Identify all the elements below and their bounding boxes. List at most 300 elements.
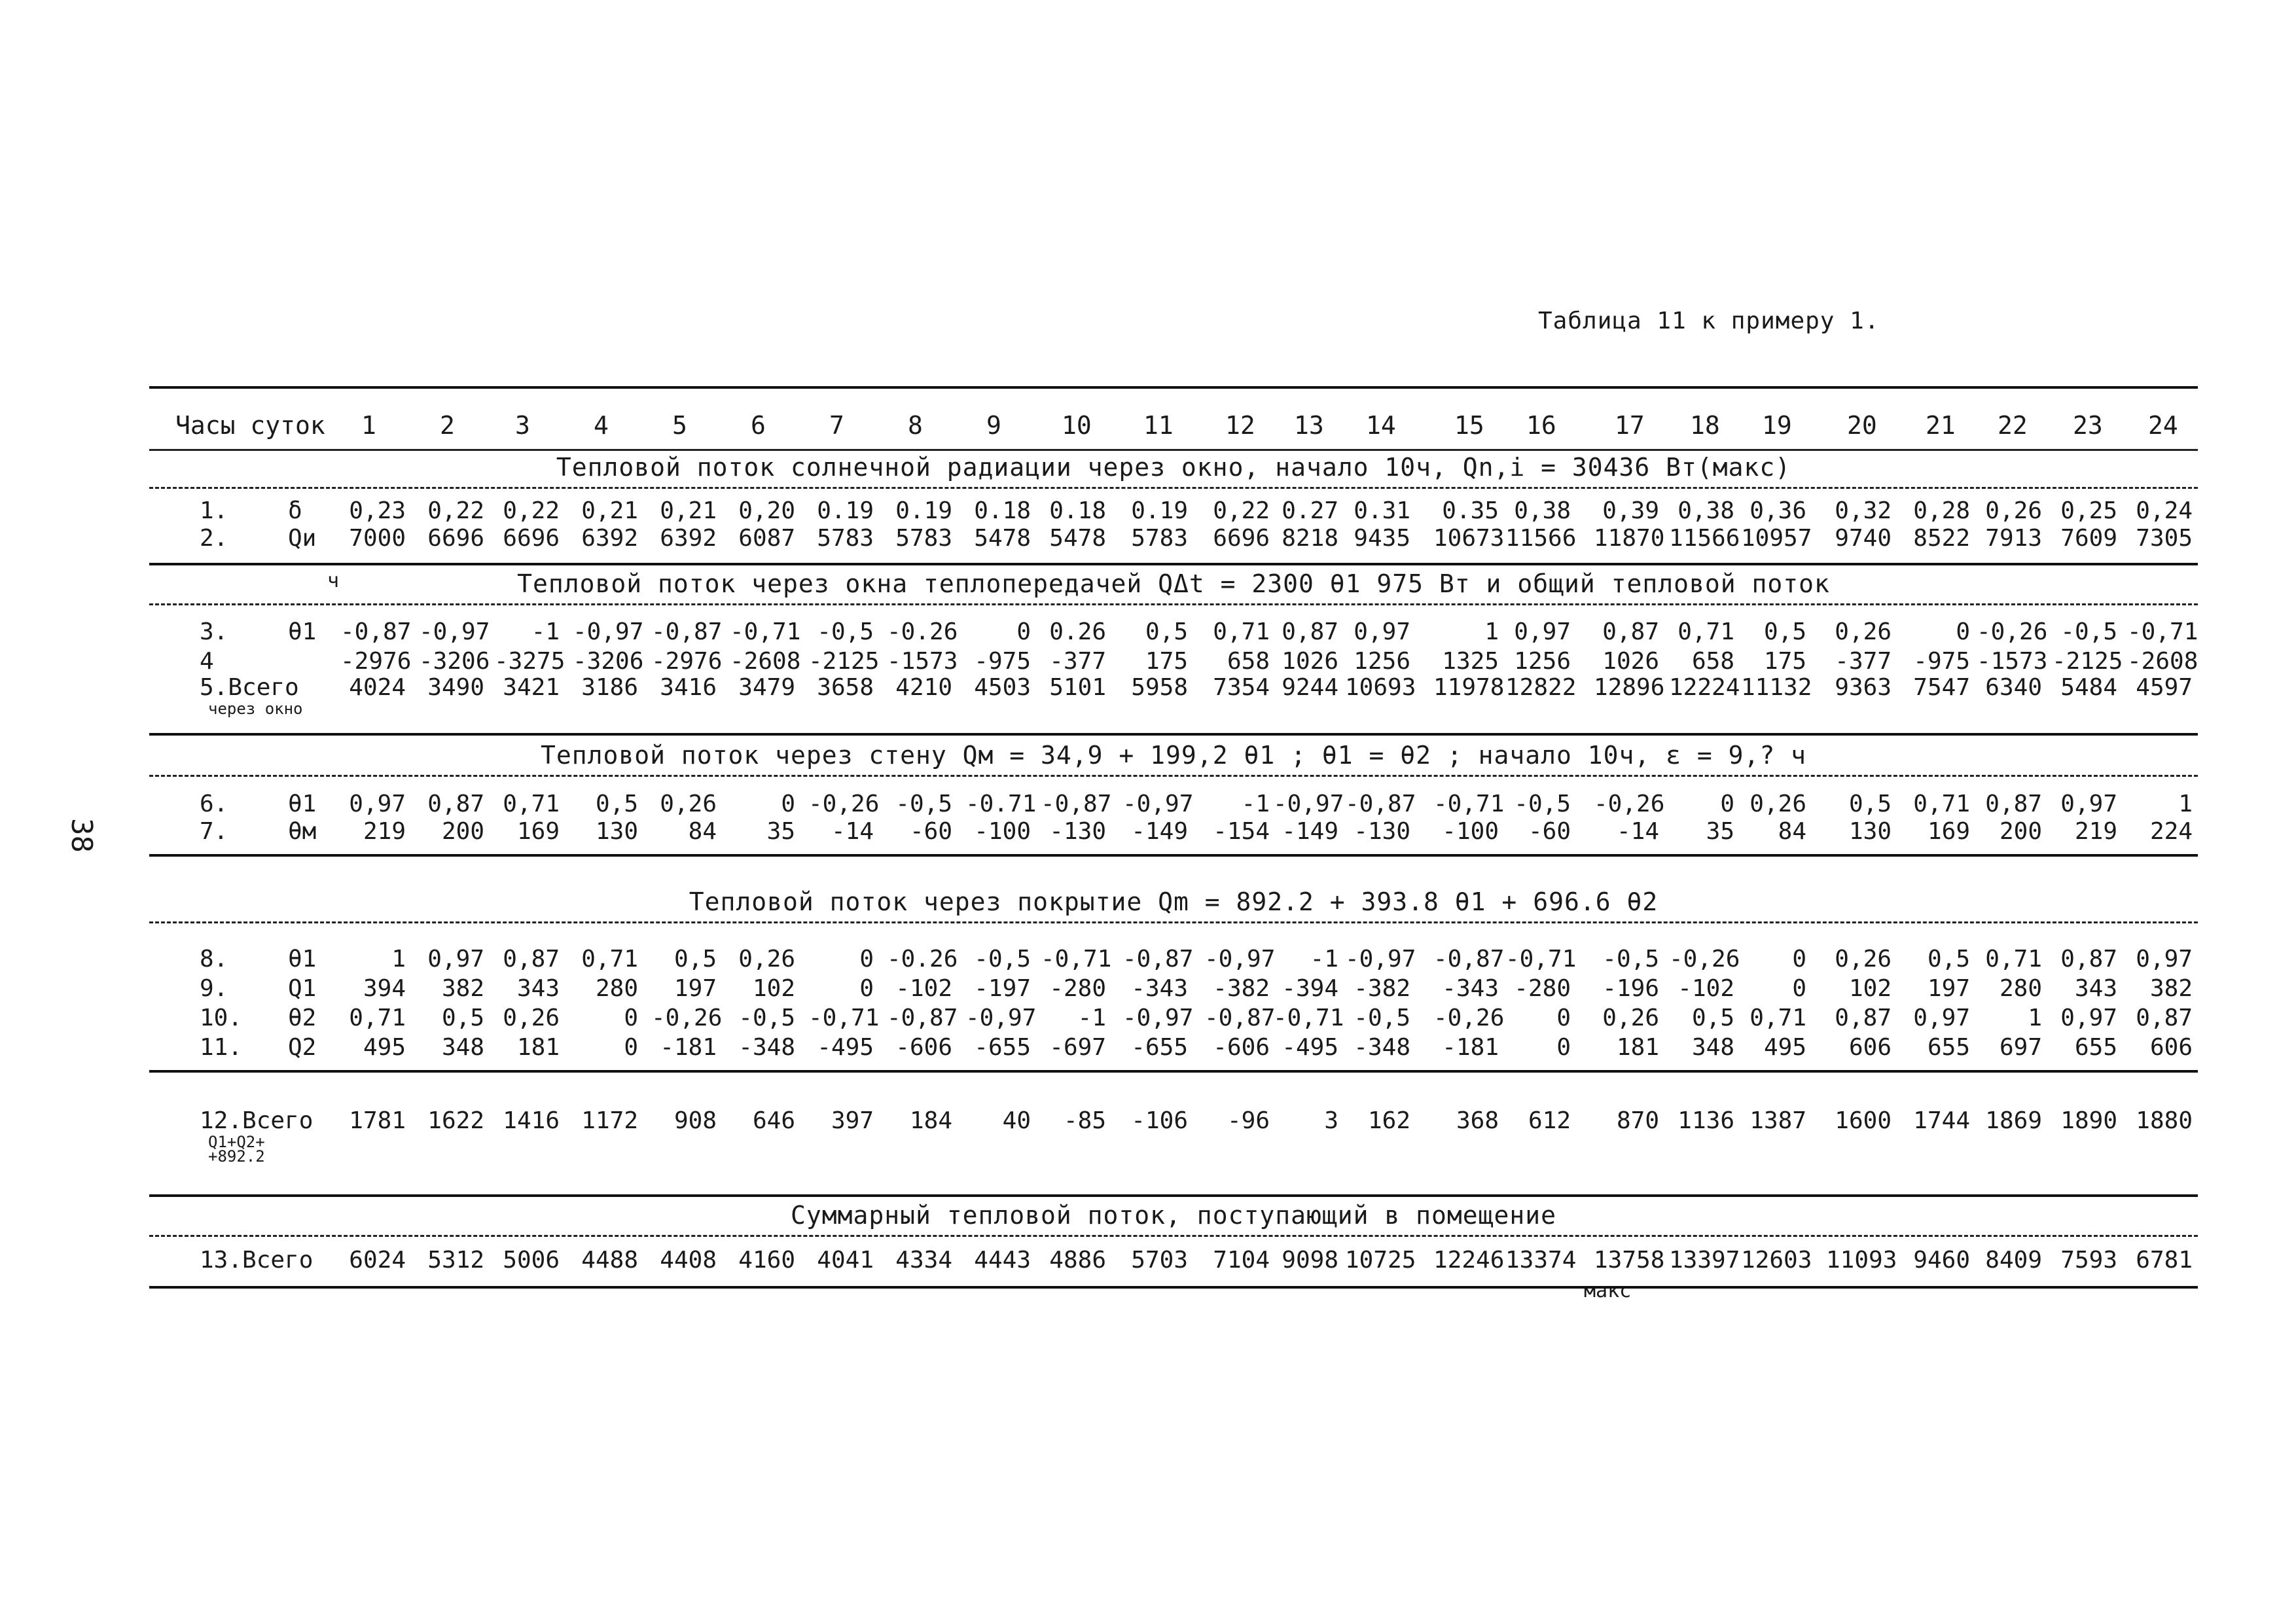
table-cell: 13397: [1669, 1247, 1740, 1274]
table-cell: -0.71: [965, 791, 1037, 817]
table-cell: 870: [1616, 1107, 1659, 1134]
table-cell: 11566: [1669, 525, 1740, 552]
table-cell: 5783: [817, 525, 874, 552]
table-cell: 10725: [1345, 1247, 1416, 1274]
table-cell: 495: [1763, 1034, 1806, 1061]
table-cell: 3490: [427, 674, 484, 701]
table-cell: 9363: [1835, 674, 1892, 701]
table-cell: -382: [1213, 975, 1270, 1002]
table-cell: 197: [1927, 975, 1970, 1002]
table-cell: 655: [1927, 1034, 1970, 1061]
table-cell: 35: [766, 818, 795, 845]
table-cell: 3658: [817, 674, 874, 701]
table-cell: 3: [1324, 1107, 1338, 1134]
table-cell: 495: [363, 1034, 406, 1061]
table-cell: -0,71: [730, 618, 801, 645]
table-cell: 908: [673, 1107, 717, 1134]
table-cell: -0,97: [1122, 1005, 1194, 1031]
page-number: 38: [65, 818, 98, 853]
table-cell: 0,32: [1835, 497, 1892, 524]
table-cell: -14: [1616, 818, 1659, 845]
table-cell: 0,87: [2060, 946, 2117, 972]
table-cell: 0,26: [1602, 1005, 1659, 1031]
table-cell: 0,5: [1691, 1005, 1734, 1031]
table-cell: -0,87: [1345, 791, 1416, 817]
table-cell: 5006: [503, 1247, 560, 1274]
table-cell: -0,97: [1122, 791, 1194, 817]
table-cell: 368: [1456, 1107, 1499, 1134]
table-cell: 11132: [1741, 674, 1812, 701]
table-cell: 0,26: [660, 791, 717, 817]
table-row: [0, 791, 2296, 821]
table-cell: 0: [1792, 975, 1806, 1002]
table-cell: 7609: [2060, 525, 2117, 552]
table-cell: -0,26: [651, 1005, 723, 1031]
table-cell: 0,87: [1282, 618, 1338, 645]
table-cell: -0,97: [573, 618, 644, 645]
table-cell: 130: [595, 818, 638, 845]
table-cell: -2976: [651, 648, 723, 675]
table-cell: -0,71: [1041, 946, 1112, 972]
row-label: 11.: [200, 1034, 243, 1061]
table-cell: -0,87: [1204, 1005, 1276, 1031]
hour-header: 13: [1294, 411, 1324, 440]
table-cell: -280: [1514, 975, 1571, 1002]
table-cell: -606: [895, 1034, 952, 1061]
table-cell: 658: [1227, 648, 1270, 675]
table-cell: -280: [1049, 975, 1106, 1002]
row-symbol: θм: [288, 818, 317, 845]
table-cell: 0,71: [1985, 946, 2042, 972]
table-cell: -655: [974, 1034, 1031, 1061]
table-cell: 1744: [1913, 1107, 1970, 1134]
table-cell: 1: [2178, 791, 2193, 817]
table-cell: 0,22: [503, 497, 560, 524]
table-cell: 8218: [1282, 525, 1338, 552]
hour-header: 6: [751, 411, 766, 440]
table-cell: -0,97: [1204, 946, 1276, 972]
table-cell: 0,87: [1835, 1005, 1892, 1031]
table-cell: 0,71: [1677, 618, 1734, 645]
table-cell: -0,71: [1433, 791, 1505, 817]
hour-header: 2: [440, 411, 455, 440]
table-cell: 169: [1927, 818, 1970, 845]
row-label: 13.Всего: [200, 1247, 314, 1274]
table-cell: 0,36: [1749, 497, 1806, 524]
table-cell: 13374: [1505, 1247, 1577, 1274]
table-cell: 0,38: [1677, 497, 1734, 524]
table-cell: 7913: [1985, 525, 2042, 552]
table-cell: 10673: [1433, 525, 1505, 552]
table-cell: -2976: [340, 648, 412, 675]
table-cell: 0.27: [1282, 497, 1338, 524]
hour-header: 17: [1615, 411, 1645, 440]
table-cell: -495: [817, 1034, 874, 1061]
table-row: [0, 818, 2296, 848]
table-cell: 84: [688, 818, 717, 845]
table-cell: 6340: [1985, 674, 2042, 701]
table-cell: 1: [391, 946, 406, 972]
table-cell: 1256: [1354, 648, 1410, 675]
table-cell: 9244: [1282, 674, 1338, 701]
table-cell: 0,71: [581, 946, 638, 972]
table-cell: 0,97: [2060, 791, 2117, 817]
table-cell: 9460: [1913, 1247, 1970, 1274]
table-cell: 0: [624, 1005, 638, 1031]
table-cell: 646: [752, 1107, 795, 1134]
max-note: макс: [1584, 1279, 1632, 1302]
table-cell: 4160: [738, 1247, 795, 1274]
table-cell: -0,87: [651, 618, 723, 645]
table-cell: 0.18: [1049, 497, 1106, 524]
table-cell: -14: [831, 818, 874, 845]
table-cell: 7305: [2136, 525, 2193, 552]
section-prefix: ч: [327, 569, 340, 592]
table-row: [0, 1247, 2296, 1277]
table-cell: 1880: [2136, 1107, 2193, 1134]
table-cell: 5101: [1049, 674, 1106, 701]
table-cell: -0,5: [895, 791, 952, 817]
table-cell: -3206: [419, 648, 490, 675]
table-cell: 0,71: [1749, 1005, 1806, 1031]
table-cell: 1387: [1749, 1107, 1806, 1134]
row-label: 10.: [200, 1005, 243, 1031]
table-row: [0, 497, 2296, 527]
table-cell: 4488: [581, 1247, 638, 1274]
table-cell: -394: [1282, 975, 1338, 1002]
table-cell: 0,24: [2136, 497, 2193, 524]
table-cell: 0,97: [427, 946, 484, 972]
table-cell: -1: [1310, 946, 1338, 972]
section-title: Тепловой поток через стену Qм = 34,9 + 199,2 θ1 ; θ1 = θ2 ; начало 10ч, ε = 9,? ч: [540, 741, 1807, 770]
table-cell: 1026: [1602, 648, 1659, 675]
table-cell: -1: [1241, 791, 1270, 817]
table-cell: 0,5: [441, 1005, 484, 1031]
table-cell: -1573: [1977, 648, 2048, 675]
hour-header: 22: [1998, 411, 2028, 440]
hours-header-label: Часы суток: [175, 411, 325, 440]
table-cell: 0,25: [2060, 497, 2117, 524]
table-cell: -0,5: [974, 946, 1031, 972]
table-cell: 0,39: [1602, 497, 1659, 524]
table-cell: 0: [859, 946, 874, 972]
table-cell: 4443: [974, 1247, 1031, 1274]
table-cell: 4597: [2136, 674, 2193, 701]
table-cell: 184: [909, 1107, 952, 1134]
table-cell: 0,71: [1213, 618, 1270, 645]
table-cell: 102: [752, 975, 795, 1002]
table-cell: 382: [441, 975, 484, 1002]
table-row: [0, 674, 2296, 704]
table-cell: 0.19: [895, 497, 952, 524]
table-cell: -130: [1354, 818, 1410, 845]
table-cell: 12896: [1594, 674, 1665, 701]
table-cell: 0,97: [1514, 618, 1571, 645]
hour-header: 21: [1926, 411, 1956, 440]
table-row: [0, 525, 2296, 555]
table-cell: 0,5: [1763, 618, 1806, 645]
table-cell: 5478: [974, 525, 1031, 552]
table-cell: -106: [1131, 1107, 1188, 1134]
table-cell: -0.26: [887, 618, 958, 645]
table-cell: -655: [1131, 1034, 1188, 1061]
table-cell: 5783: [1131, 525, 1188, 552]
row-symbol: Q1: [288, 975, 317, 1002]
table-cell: -0,87: [1041, 791, 1112, 817]
table-cell: 12603: [1741, 1247, 1812, 1274]
table-cell: 5312: [427, 1247, 484, 1274]
table-cell: -0,5: [2060, 618, 2117, 645]
table-cell: 0,26: [1835, 946, 1892, 972]
table-cell: 0.26: [1049, 618, 1106, 645]
table-cell: -3206: [573, 648, 644, 675]
table-cell: -975: [1913, 648, 1970, 675]
table-cell: -606: [1213, 1034, 1270, 1061]
row-symbol: θ2: [288, 1005, 317, 1031]
table-rule: [149, 487, 2198, 489]
row-label: 1.: [200, 497, 228, 524]
table-cell: 4334: [895, 1247, 952, 1274]
table-cell: 655: [2074, 1034, 2117, 1061]
table-rule: [149, 854, 2198, 857]
table-cell: -0,97: [1345, 946, 1416, 972]
table-cell: 0,5: [1927, 946, 1970, 972]
hour-header: 18: [1690, 411, 1720, 440]
table-cell: 219: [363, 818, 406, 845]
row-sublabel: через окно: [208, 700, 303, 718]
table-cell: 0: [1556, 1034, 1571, 1061]
table-cell: 181: [516, 1034, 560, 1061]
section-title: Тепловой поток через покрытие Qm = 892.2 + 393.8 θ1 + 696.6 θ2: [689, 887, 1659, 916]
table-cell: -85: [1063, 1107, 1106, 1134]
table-cell: -0.26: [887, 946, 958, 972]
table-cell: 181: [1616, 1034, 1659, 1061]
hour-header: 7: [829, 411, 844, 440]
table-cell: 1622: [427, 1107, 484, 1134]
table-cell: 5783: [895, 525, 952, 552]
table-cell: -0,5: [1354, 1005, 1410, 1031]
table-cell: -100: [1442, 818, 1499, 845]
table-cell: 12822: [1505, 674, 1577, 701]
table-cell: 0,97: [2060, 1005, 2117, 1031]
table-cell: 7104: [1213, 1247, 1270, 1274]
table-cell: 169: [516, 818, 560, 845]
table-cell: 0.35: [1442, 497, 1499, 524]
table-cell: 1136: [1677, 1107, 1734, 1134]
table-cell: 343: [2074, 975, 2117, 1002]
table-row: [0, 975, 2296, 1005]
table-cell: -2125: [2052, 648, 2123, 675]
table-cell: 6781: [2136, 1247, 2193, 1274]
table-cell: -181: [660, 1034, 717, 1061]
table-cell: 0,26: [1835, 618, 1892, 645]
table-cell: 4024: [349, 674, 406, 701]
table-cell: 0,97: [1913, 1005, 1970, 1031]
row-label: 9.: [200, 975, 228, 1002]
table-cell: -0,71: [2127, 618, 2198, 645]
table-cell: 130: [1848, 818, 1892, 845]
table-cell: -197: [974, 975, 1031, 1002]
table-cell: -0,5: [738, 1005, 795, 1031]
table-cell: -975: [974, 648, 1031, 675]
table-cell: 0,71: [503, 791, 560, 817]
table-cell: 4886: [1049, 1247, 1106, 1274]
table-rule: [149, 921, 2198, 923]
table-rule: [149, 775, 2198, 777]
table-cell: -0,5: [1514, 791, 1571, 817]
table-cell: 10693: [1345, 674, 1416, 701]
table-cell: -0,26: [1594, 791, 1665, 817]
table-caption: Таблица 11 к примеру 1.: [1538, 308, 1880, 334]
table-cell: 1026: [1282, 648, 1338, 675]
table-cell: 1869: [1985, 1107, 2042, 1134]
table-cell: 0,87: [2136, 1005, 2193, 1031]
table-cell: 397: [831, 1107, 874, 1134]
table-cell: 35: [1706, 818, 1734, 845]
table-cell: -1573: [887, 648, 958, 675]
row-symbol: Qи: [288, 525, 317, 552]
table-cell: 0.18: [974, 497, 1031, 524]
section-title: Тепловой поток через окна теплопередачей QΔt = 2300 θ1 975 Вт и общий тепловой поток: [517, 569, 1830, 598]
table-cell: -0,71: [1273, 1005, 1344, 1031]
table-cell: 175: [1763, 648, 1806, 675]
table-cell: -2608: [730, 648, 801, 675]
table-cell: 7354: [1213, 674, 1270, 701]
row-label: 3.: [200, 618, 228, 645]
row-symbol: θ1: [288, 618, 317, 645]
row-symbol: θ1: [288, 946, 317, 972]
table-cell: 11093: [1826, 1247, 1897, 1274]
table-cell: -181: [1442, 1034, 1499, 1061]
table-cell: 9098: [1282, 1247, 1338, 1274]
table-cell: -3275: [494, 648, 565, 675]
table-cell: 280: [595, 975, 638, 1002]
table-cell: 0: [1956, 618, 1970, 645]
table-cell: 12224: [1669, 674, 1740, 701]
table-cell: 175: [1145, 648, 1188, 675]
table-cell: 7000: [349, 525, 406, 552]
table-rule: [149, 1286, 2198, 1289]
table-cell: 0,5: [1848, 791, 1892, 817]
table-rule: [149, 733, 2198, 736]
table-cell: 1: [1484, 618, 1499, 645]
table-cell: 0,26: [503, 1005, 560, 1031]
hour-header: 23: [2073, 411, 2103, 440]
table-cell: 162: [1367, 1107, 1410, 1134]
table-cell: 5478: [1049, 525, 1106, 552]
table-cell: 0,22: [1213, 497, 1270, 524]
table-cell: 5958: [1131, 674, 1188, 701]
table-rule: [149, 603, 2198, 605]
row-label: 12.Всего: [200, 1107, 314, 1134]
table-cell: -348: [738, 1034, 795, 1061]
table-row: [0, 1005, 2296, 1035]
table-cell: -343: [1442, 975, 1499, 1002]
table-cell: -0,97: [1273, 791, 1344, 817]
table-cell: -377: [1835, 648, 1892, 675]
table-cell: 0,5: [595, 791, 638, 817]
table-cell: -130: [1049, 818, 1106, 845]
table-cell: 4210: [895, 674, 952, 701]
table-cell: 5484: [2060, 674, 2117, 701]
table-cell: 0,26: [1749, 791, 1806, 817]
table-cell: 0,71: [1913, 791, 1970, 817]
hour-header: 16: [1526, 411, 1556, 440]
hour-header: 14: [1366, 411, 1396, 440]
table-cell: -102: [1677, 975, 1734, 1002]
table-cell: 224: [2149, 818, 2193, 845]
hour-header: 3: [515, 411, 530, 440]
hour-header: 4: [594, 411, 609, 440]
table-cell: -0,97: [965, 1005, 1037, 1031]
table-row: [0, 618, 2296, 649]
table-cell: 1256: [1514, 648, 1571, 675]
table-cell: 0.19: [1131, 497, 1188, 524]
table-cell: 0.31: [1354, 497, 1410, 524]
table-cell: 0,87: [503, 946, 560, 972]
table-cell: -154: [1213, 818, 1270, 845]
table-cell: 7547: [1913, 674, 1970, 701]
table-cell: 13758: [1594, 1247, 1665, 1274]
table-cell: 0: [781, 791, 795, 817]
table-cell: -0,5: [1602, 946, 1659, 972]
table-cell: 1600: [1835, 1107, 1892, 1134]
table-cell: 102: [1848, 975, 1892, 1002]
table-cell: 6087: [738, 525, 795, 552]
table-cell: 6696: [1213, 525, 1270, 552]
table-cell: 1890: [2060, 1107, 2117, 1134]
table-cell: -377: [1049, 648, 1106, 675]
table-cell: 40: [1002, 1107, 1031, 1134]
table-cell: 0,20: [738, 497, 795, 524]
table-cell: -348: [1354, 1034, 1410, 1061]
table-cell: 1: [2028, 1005, 2042, 1031]
table-cell: -196: [1602, 975, 1659, 1002]
table-cell: 0,5: [1145, 618, 1188, 645]
table-row: [0, 1107, 2296, 1137]
row-label: 8.: [200, 946, 228, 972]
table-cell: 606: [2149, 1034, 2193, 1061]
row-symbol: δ: [288, 497, 302, 524]
table-cell: -495: [1282, 1034, 1338, 1061]
row-label: 4: [200, 648, 214, 675]
table-cell: -0,71: [1505, 946, 1577, 972]
table-cell: 3416: [660, 674, 717, 701]
row-label: 6.: [200, 791, 228, 817]
table-rule: [149, 563, 2198, 565]
table-cell: 1325: [1442, 648, 1499, 675]
table-cell: 0,26: [1985, 497, 2042, 524]
table-cell: 0,97: [2136, 946, 2193, 972]
table-cell: 6024: [349, 1247, 406, 1274]
table-cell: 6696: [503, 525, 560, 552]
table-cell: -0,71: [808, 1005, 880, 1031]
hour-header: 19: [1762, 411, 1792, 440]
section-title: Суммарный тепловой поток, поступающий в помещение: [790, 1201, 1557, 1230]
hour-header: 9: [986, 411, 1001, 440]
row-label: 2.: [200, 525, 228, 552]
table-cell: -149: [1131, 818, 1188, 845]
table-cell: 0,21: [581, 497, 638, 524]
hour-header: 10: [1062, 411, 1092, 440]
table-cell: 0.19: [817, 497, 874, 524]
table-cell: 697: [1999, 1034, 2042, 1061]
table-cell: 0: [1556, 1005, 1571, 1031]
table-rule: [149, 386, 2198, 389]
row-sublabel: Q1+Q2+ +892.2: [208, 1133, 265, 1166]
table-cell: -2608: [2127, 648, 2198, 675]
table-cell: 5703: [1131, 1247, 1188, 1274]
